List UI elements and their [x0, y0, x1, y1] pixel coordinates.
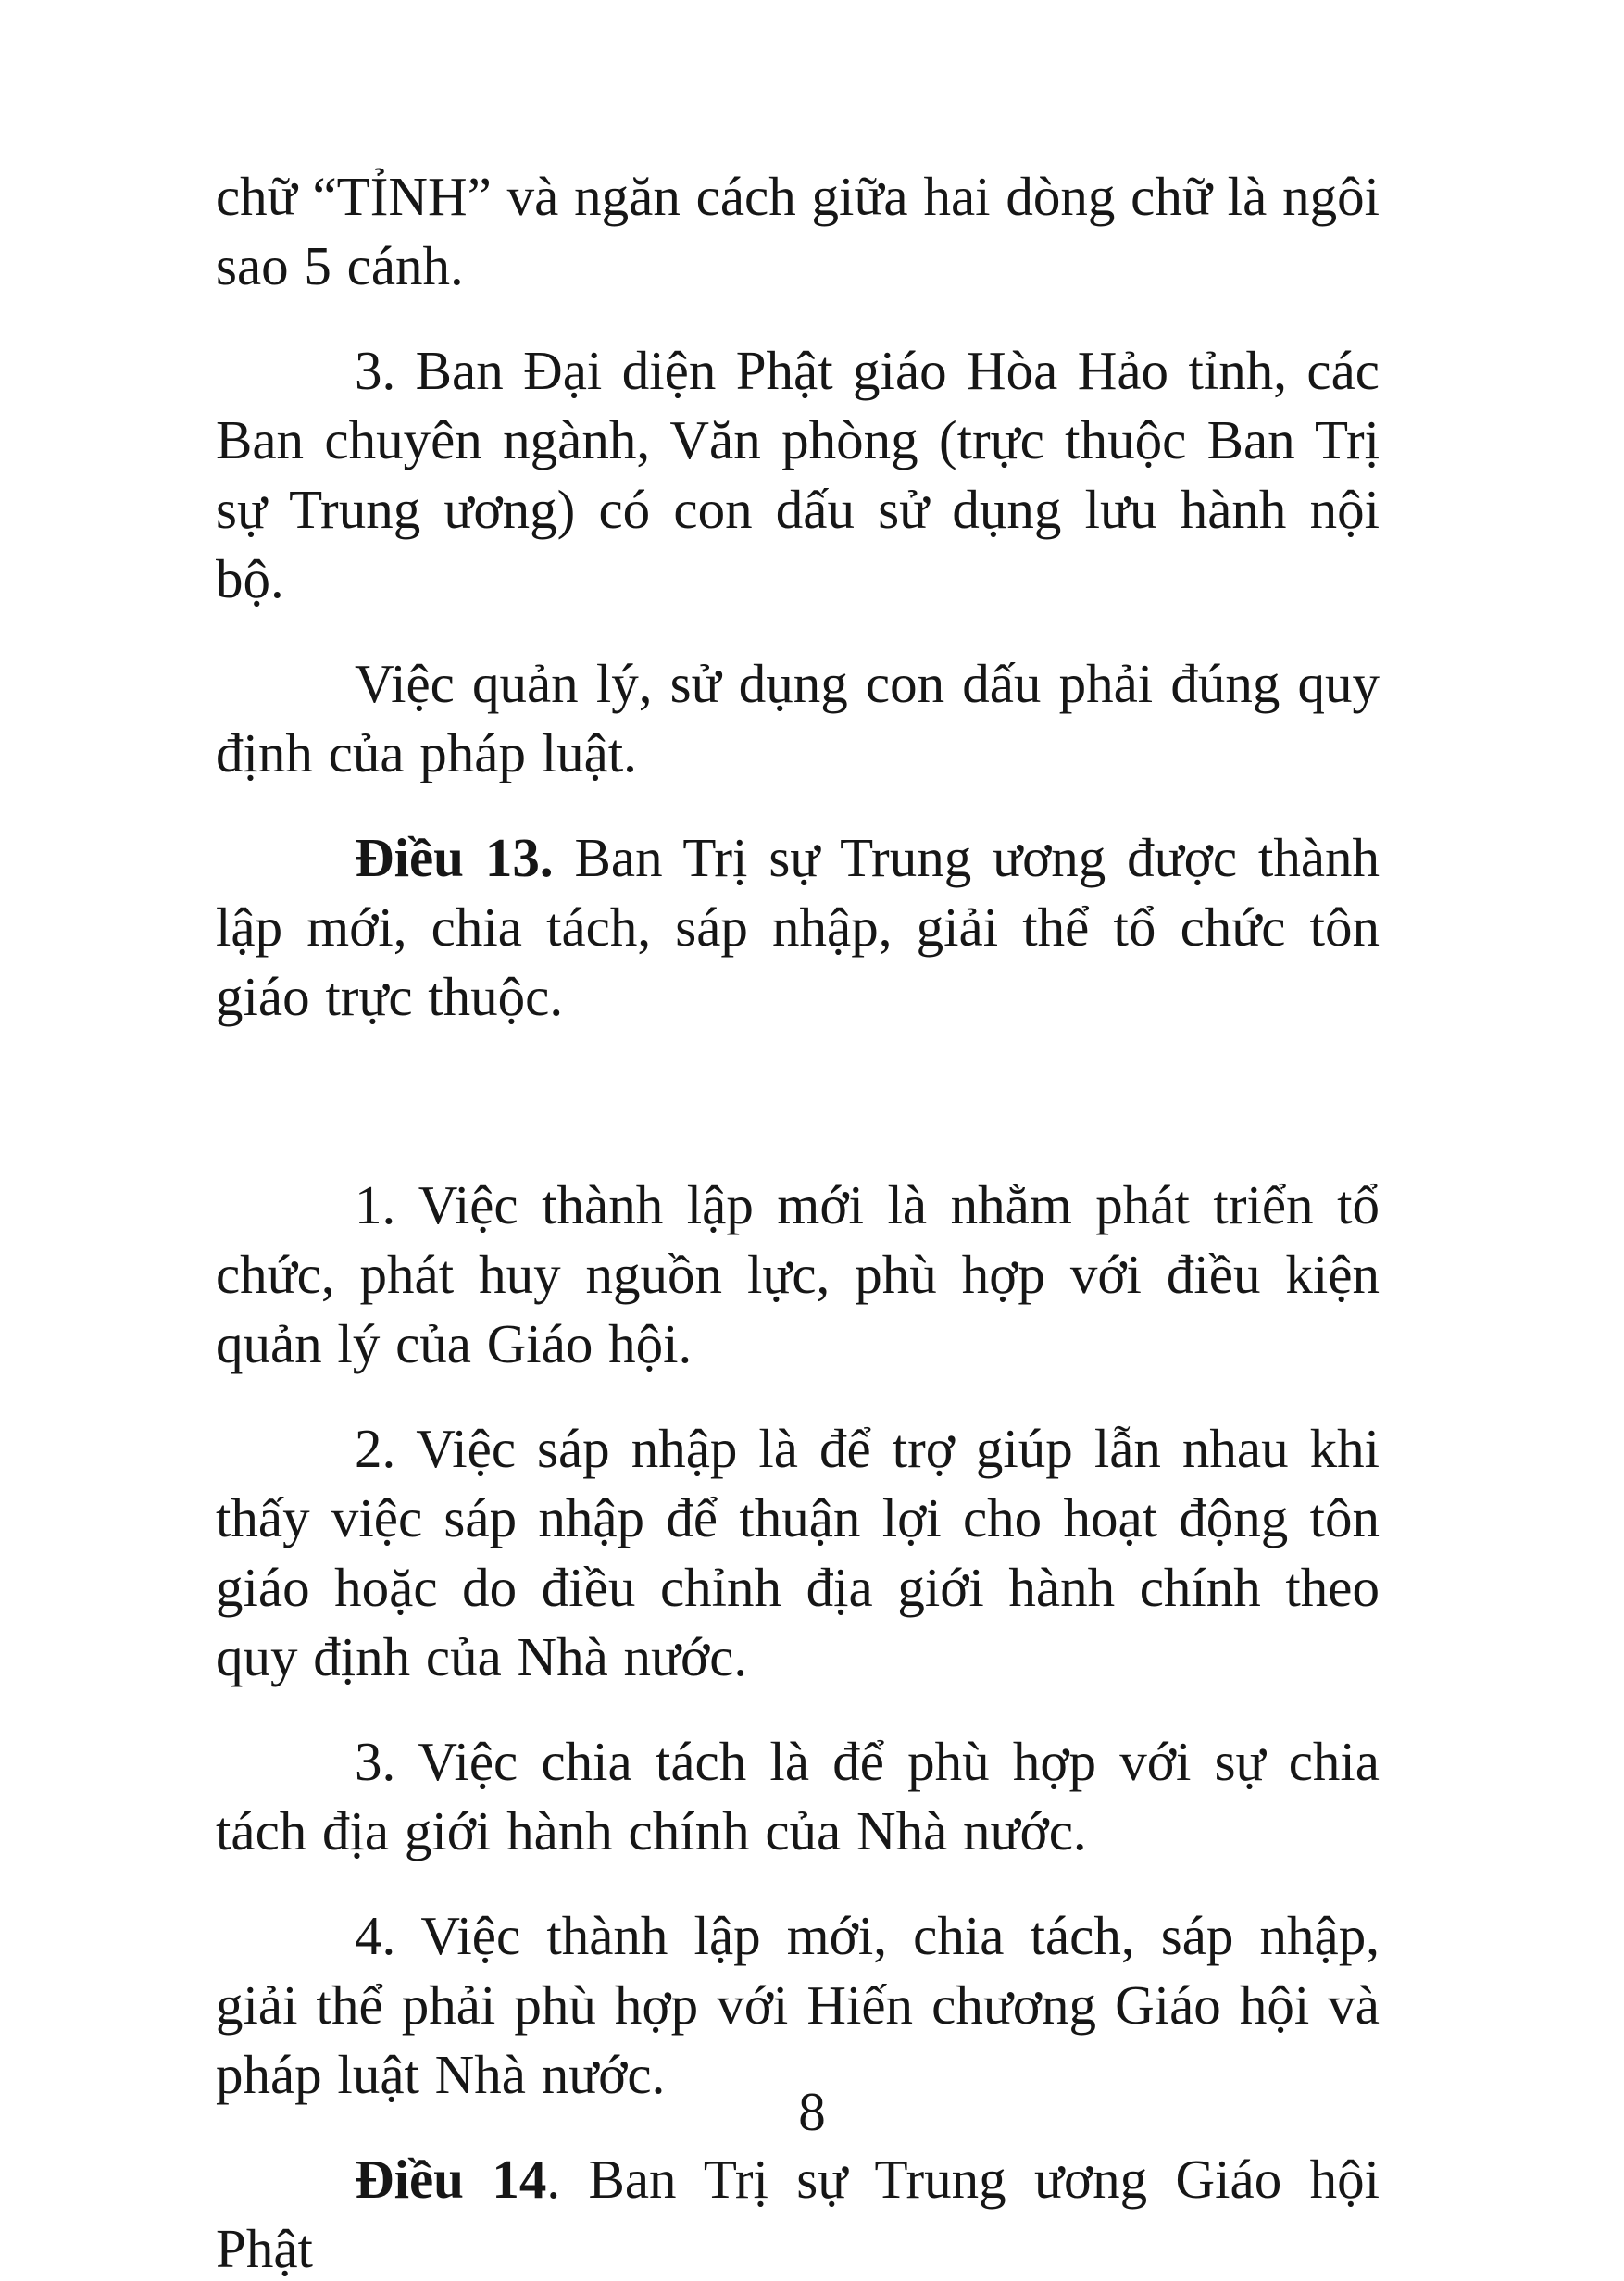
text-run: 1. Việc thành lập mới là nhằm phát triển tổ chức, phát huy nguồn lực, phù hợp với điều kiện quản lý của Giáo hội. — [216, 1174, 1380, 1374]
paragraph — [216, 336, 1380, 614]
text-run: chữ “TỈNH” và ngăn cách giữa hai dòng chữ là ngôi sao 5 cánh. — [216, 166, 1380, 296]
bold-run: Điều 13. — [355, 827, 554, 888]
paragraph — [216, 823, 1380, 1032]
text-run: 2. Việc sáp nhập là để trợ giúp lẫn nhau khi thấy việc sáp nhập để thuận lợi cho hoạt động tôn giáo hoặc do điều chỉnh địa giới hành chính theo quy định của Nhà nước. — [216, 1418, 1380, 1687]
paragraph — [216, 2145, 1380, 2281]
paragraph — [216, 1727, 1380, 1866]
text-run: Ban Trị sự Trung ương được thành lập mới, chia tách, sáp nhập, giải thể tổ chức tôn giáo trực thuộc. — [216, 827, 1380, 1027]
text-run: 3. Ban Đại diện Phật giáo Hòa Hảo tỉnh, các Ban chuyên ngành, Văn phòng (trực thuộc Ban Trị sự Trung ương) có con dấu sử dụng lưu hành nội bộ. — [216, 340, 1380, 609]
text-run: 3. Việc chia tách là để phù hợp với sự chia tách địa giới hành chính của Nhà nước. — [216, 1731, 1380, 1861]
paragraph — [216, 1171, 1380, 1379]
text-run: . Ban Trị sự Trung ương Giáo hội Phật — [216, 2149, 1380, 2279]
document-body — [216, 0, 1380, 2281]
paragraph — [216, 162, 1380, 301]
paragraph — [216, 1414, 1380, 1692]
paragraph — [216, 649, 1380, 788]
bold-run: Điều 14 — [355, 2149, 547, 2210]
page-number: 8 — [798, 2081, 826, 2142]
text-run: Việc quản lý, sử dụng con dấu phải đúng quy định của pháp luật. — [216, 653, 1380, 783]
text-run: 4. Việc thành lập mới, chia tách, sáp nhập, giải thể phải phù hợp với Hiến chương Giáo hội và pháp luật Nhà nước. — [216, 1905, 1380, 2105]
